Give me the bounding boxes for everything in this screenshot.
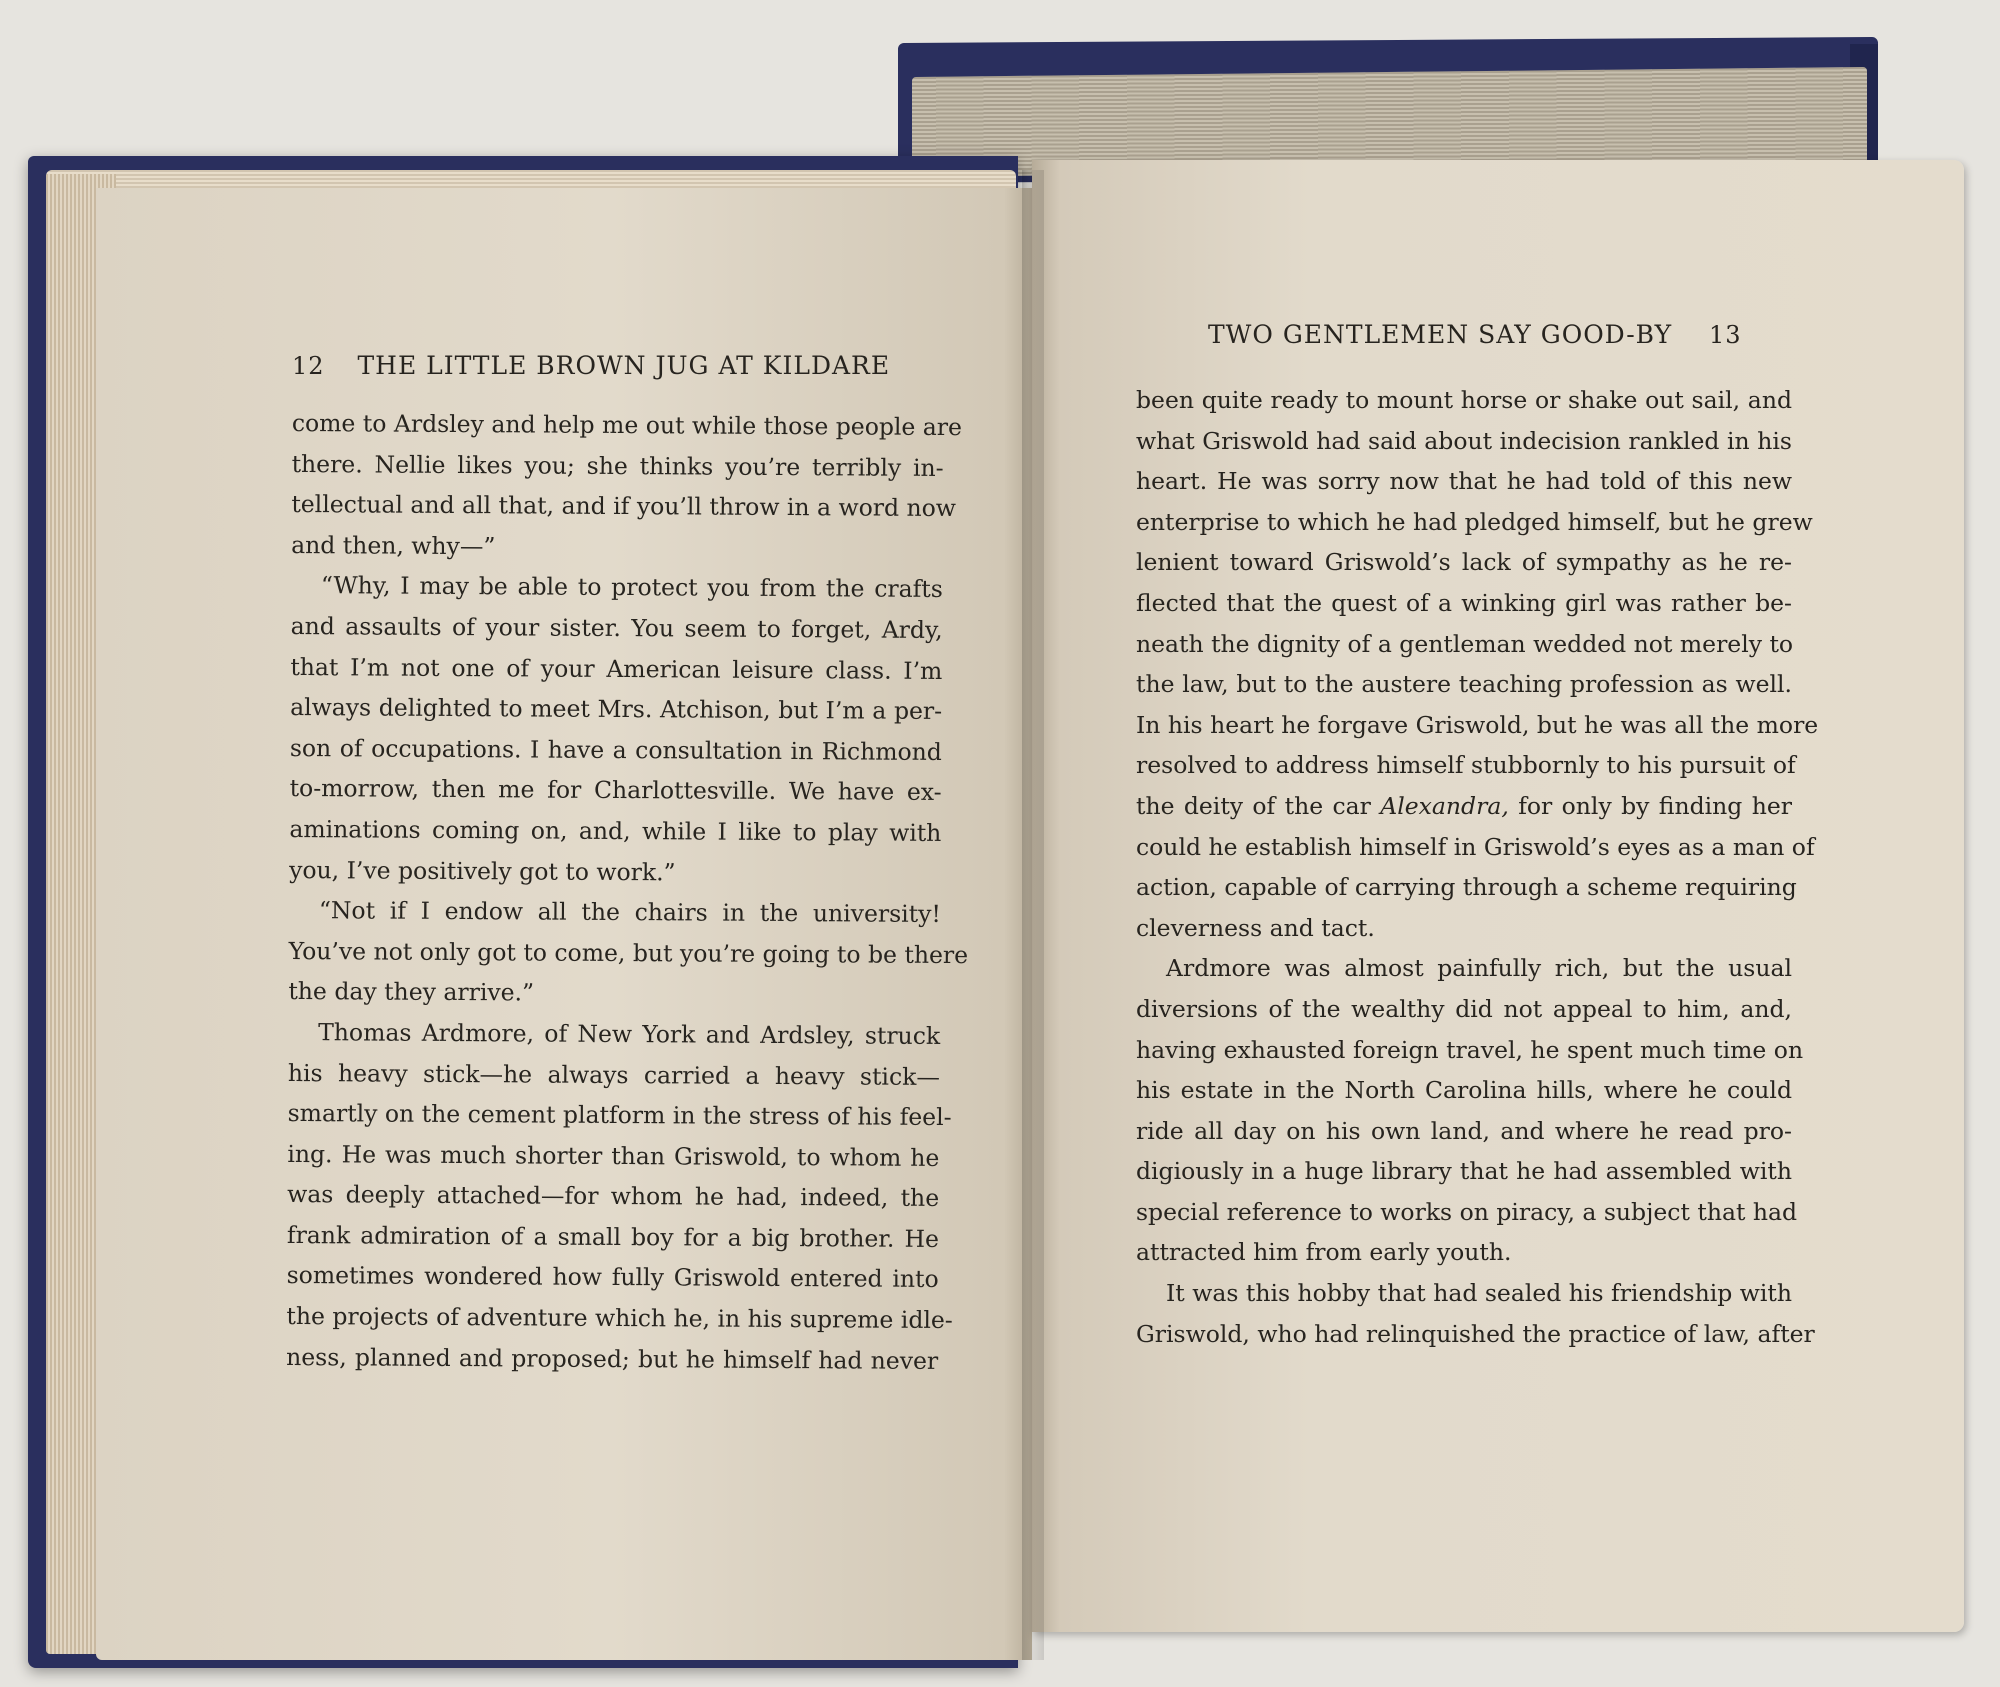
text-line: resolved to address himself stubbornly to his pursuit of xyxy=(1136,751,1796,780)
text-line: having exhausted foreign travel, he spent much time on xyxy=(1136,1035,1804,1064)
text-line: It was this hobby that had sealed his friendship with xyxy=(1166,1279,1792,1308)
text-line: Griswold, who had relinquished the practice of law, after xyxy=(1136,1319,1815,1348)
text-line: the law, but to the austere teaching profession as well. xyxy=(1136,670,1792,699)
text-line: special reference to works on piracy, a subject that had xyxy=(1136,1197,1798,1226)
text-line: what Griswold had said about indecision rankled in his xyxy=(1136,426,1792,455)
text-line: diversions of the wealthy did not appeal to him, and, xyxy=(1136,994,1792,1023)
text-line: cleverness and tact. xyxy=(1136,913,1375,942)
left-page-body xyxy=(286,403,969,1381)
text-fragment: for only by finding her xyxy=(1518,791,1792,820)
text-line: sometimes wondered how fully Griswold entered into xyxy=(286,1261,939,1294)
text-line: there. Nellie likes you; she thinks you’re terribly in- xyxy=(291,449,944,482)
text-line: his estate in the North Carolina hills, where he could xyxy=(1136,1076,1792,1105)
text-line: action, capable of carrying through a scheme requiring xyxy=(1136,873,1797,902)
text-line: Thomas Ardmore, of New York and Ardsley, struck xyxy=(318,1018,941,1050)
text-line: that I’m not one of your American leisure class. I’m xyxy=(290,652,943,685)
left-page xyxy=(96,188,1032,1660)
italic-ship-name: Alexandra, xyxy=(1380,791,1509,820)
text-line: attracted him from early youth. xyxy=(1136,1238,1512,1267)
text-line: the day they arrive.” xyxy=(288,977,535,1007)
left-page-number: 12 xyxy=(292,352,325,380)
text-line: ing. He was much shorter than Griswold, to whom he xyxy=(287,1139,940,1172)
text-line: enterprise to which he had pledged himself, but he grew xyxy=(1136,507,1813,536)
text-line: to-morrow, then me for Charlottesville. We have ex- xyxy=(289,774,942,807)
text-line: could he establish himself in Griswold’s eyes as a man of xyxy=(1136,832,1815,861)
text-line: lenient toward Griswold’s lack of sympathy as he re- xyxy=(1136,548,1792,577)
right-running-head: TWO GENTLEMEN SAY GOOD-BY xyxy=(1208,320,1673,349)
text-line: been quite ready to mount horse or shake out sail, and xyxy=(1136,386,1792,414)
right-page-body xyxy=(1136,380,1819,1354)
text-line: “Not if I endow all the chairs in the university! xyxy=(318,896,941,929)
text-line: aminations coming on, and, while I like to play with xyxy=(289,814,942,847)
text-fragment: the deity of the car xyxy=(1136,791,1371,820)
right-page-number: 13 xyxy=(1709,321,1742,349)
left-running-header xyxy=(292,351,890,380)
right-page xyxy=(1032,160,1964,1632)
text-line: neath the dignity of a gentleman wedded not merely to xyxy=(1136,629,1794,658)
left-running-head: THE LITTLE BROWN JUG AT KILDARE xyxy=(357,351,891,380)
text-line: flected that the quest of a winking girl was rather be- xyxy=(1136,588,1792,617)
text-line: come to Ardsley and help me out while those people are xyxy=(291,408,963,442)
text-line: and then, why—” xyxy=(291,530,496,561)
text-line: smartly on the cement platform in the stress of his feel- xyxy=(287,1099,952,1132)
text-line: the projects of adventure which he, in his supreme idle- xyxy=(286,1302,953,1335)
text-line: always delighted to meet Mrs. Atchison, but I’m a per- xyxy=(290,693,943,726)
text-line: digiously in a huge library that he had assembled with xyxy=(1136,1157,1792,1186)
text-line: In his heart he forgave Griswold, but he was all the more xyxy=(1136,710,1819,739)
text-line: Ardmore was almost painfully rich, but the usual xyxy=(1166,954,1792,983)
text-line: ness, planned and proposed; but he himself had never xyxy=(286,1342,939,1375)
text-line: his heavy stick—he always carried a heavy stick— xyxy=(287,1058,940,1091)
text-line: tellectual and all that, and if you’ll throw in a word now xyxy=(291,490,957,523)
text-line: heart. He was sorry now that he had told of this new xyxy=(1136,467,1792,496)
book-gutter xyxy=(1022,170,1044,1660)
right-running-header xyxy=(1208,320,1742,349)
text-line: and assaults of your sister. You seem to forget, Ardy, xyxy=(290,611,943,644)
text-line: You’ve not only got to come, but you’re going to be there xyxy=(288,936,969,969)
text-line: frank admiration of a small boy for a big brother. He xyxy=(286,1220,939,1253)
text-line: son of occupations. I have a consultation in Richmond xyxy=(289,733,942,766)
text-line xyxy=(1136,786,1792,827)
text-line: “Why, I may be able to protect you from the crafts xyxy=(320,571,943,604)
text-line: ride all day on his own land, and where he read pro- xyxy=(1136,1116,1792,1145)
text-line: was deeply attached—for whom he had, indeed, the xyxy=(287,1180,940,1213)
text-line: you, I’ve positively got to work.” xyxy=(289,855,676,886)
